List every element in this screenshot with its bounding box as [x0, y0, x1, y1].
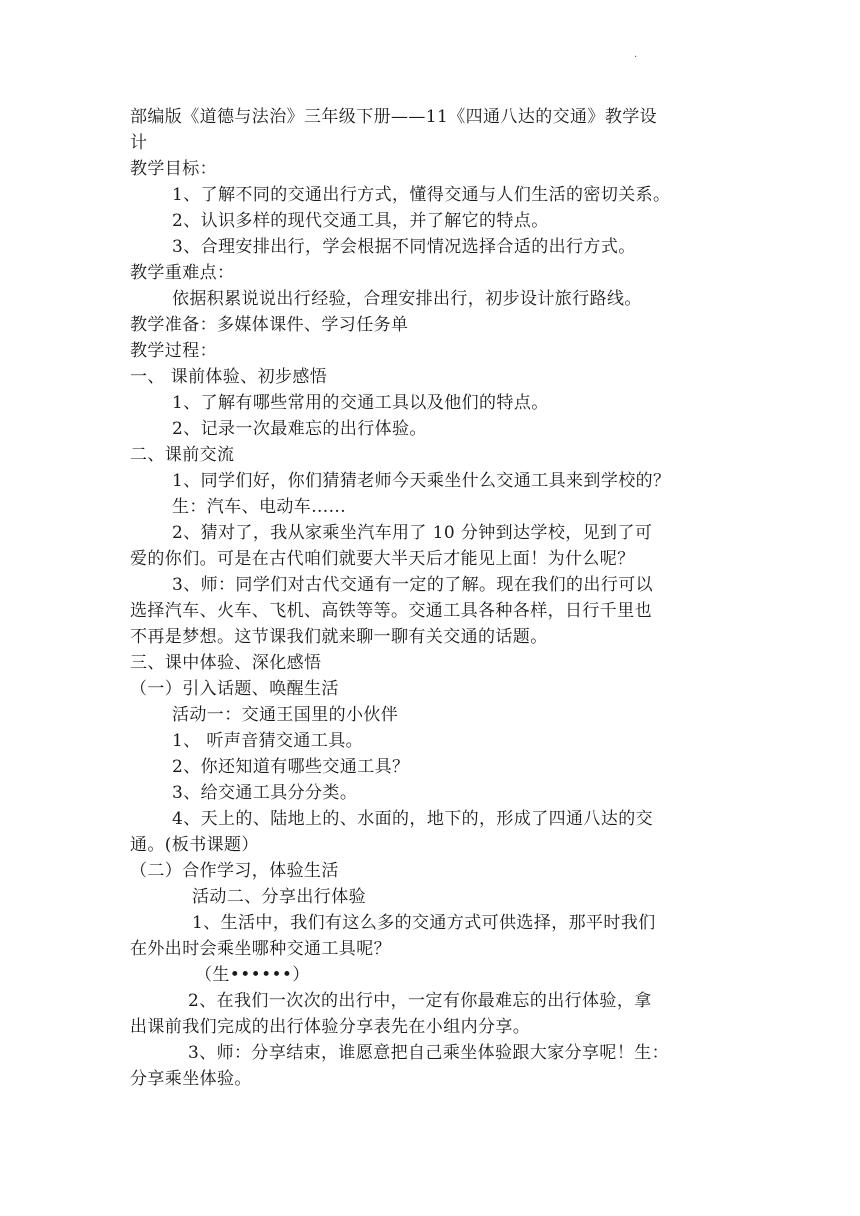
text-line: 3、给交通工具分分类。	[172, 783, 358, 803]
text-line: （二）合作学习，体验生活	[130, 861, 339, 881]
text-line: 教学目标：	[130, 159, 217, 179]
text-line: 三、课中体验、深化感悟	[130, 653, 322, 673]
text-line: 2、认识多样的现代交通工具，并了解它的特点。	[172, 211, 549, 231]
text-line: 在外出时会乘坐哪种交通工具呢？	[130, 939, 391, 959]
text-line: 教学准备：多媒体课件、学习任务单	[130, 315, 409, 335]
text-line: 教学过程：	[130, 341, 217, 361]
text-line: 3、师：分享结束，谁愿意把自己乘坐体验跟大家分享呢！生：	[188, 1043, 670, 1063]
text-line: 活动二、分享出行体验	[192, 887, 366, 907]
text-line: 分享乘坐体验。	[130, 1069, 252, 1089]
text-line: 选择汽车、火车、飞机、高铁等等。交通工具各种各样，日行千里也	[130, 601, 652, 621]
text-line: 通。(板书课题）	[130, 835, 259, 855]
text-line: 计	[130, 133, 148, 153]
text-line: 1、 听声音猜交通工具。	[172, 731, 364, 751]
text-line: 1、生活中，我们有这么多的交通方式可供选择，那平时我们	[192, 913, 656, 933]
text-line: 1、同学们好，你们猜猜老师今天乘坐什么交通工具来到学校的？	[172, 471, 671, 491]
text-line: 不再是梦想。这节课我们就来聊一聊有关交通的话题。	[130, 627, 548, 647]
text-line: 2、你还知道有哪些交通工具？	[172, 757, 410, 777]
text-line: 依据积累说说出行经验，合理安排出行，初步设计旅行路线。	[172, 289, 642, 309]
text-line: 2、在我们一次次的出行中，一定有你最难忘的出行体验，拿	[188, 991, 652, 1011]
text-line: 3、合理安排出行，学会根据不同情况选择合适的出行方式。	[172, 237, 636, 257]
text-line: 3、师：同学们对古代交通有一定的了解。现在我们的出行可以	[172, 575, 654, 595]
text-line: 1、了解不同的交通出行方式，懂得交通与人们生活的密切关系。	[172, 185, 671, 205]
text-line: 生：汽车、电动车......	[172, 497, 347, 517]
text-line: 活动一：交通王国里的小伙伴	[172, 705, 399, 725]
text-line: 二、课前交流	[130, 445, 235, 465]
text-line: （一）引入话题、唤醒生活	[130, 679, 339, 699]
text-line: 爱的你们。可是在古代咱们就要大半天后才能见上面！为什么呢？	[130, 549, 635, 569]
text-line: 部编版《道德与法治》三年级下册——11《四通八达的交通》教学设	[130, 107, 658, 127]
text-line: 2、猜对了，我从家乘坐汽车用了 10 分钟到达学校，见到了可	[172, 523, 653, 543]
text-line: 出课前我们完成的出行体验分享表先在小组内分享。	[130, 1017, 531, 1037]
text-line: 2、记录一次最难忘的出行体验。	[172, 419, 427, 439]
text-line: 一、 课前体验、初步感悟	[130, 367, 328, 387]
text-line: （生••••••）	[195, 965, 310, 985]
text-line: 教学重难点：	[130, 263, 235, 283]
header-mark: ·	[634, 52, 638, 63]
text-line: 4、天上的、陆地上的、水面的，地下的，形成了四通八达的交	[172, 809, 654, 829]
text-line: 1、了解有哪些常用的交通工具以及他们的特点。	[172, 393, 549, 413]
